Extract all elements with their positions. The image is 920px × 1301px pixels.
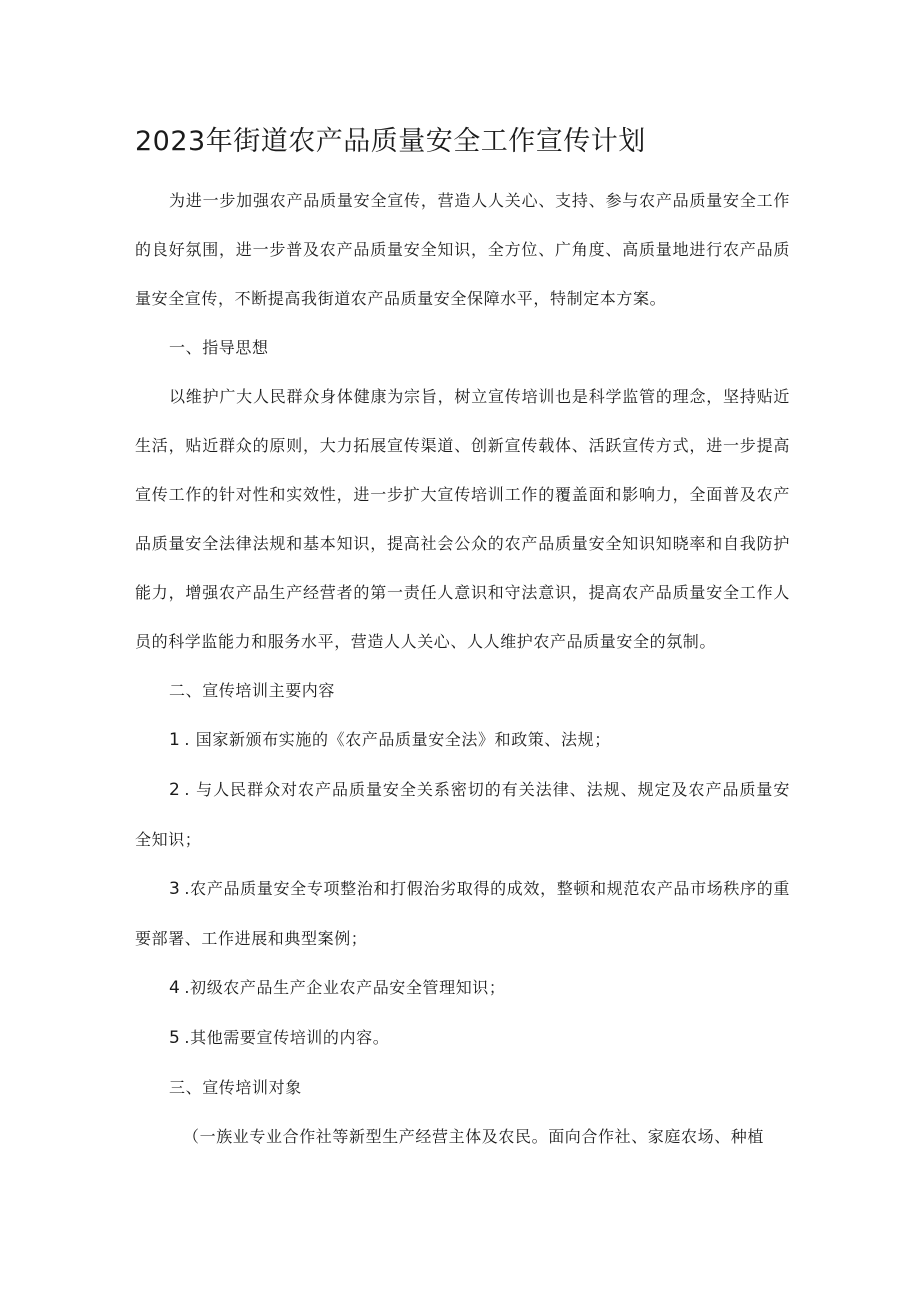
section-1-heading: 一、指导思想 <box>169 338 269 357</box>
list-item-number: 4 <box>169 978 181 998</box>
list-item-number: 3 <box>169 879 181 899</box>
list-item <box>135 715 790 765</box>
list-item-text: . 国家新颁布实施的《农产品质量安全法》和政策、法规； <box>184 730 611 749</box>
list-item <box>135 963 790 1013</box>
document-body <box>135 176 790 1161</box>
section-1-paragraph: 以维护广大人民群众身体健康为宗旨，树立宣传培训也是科学监管的理念，坚持贴近生活，贴近群众的原则，大力拓展宣传渠道、创新宣传载体、活跃宣传方式，进一步提高宣传工作的针对性和实效性，进一步扩大宣传培训工作的覆盖面和影响力，全面普及农产品质量安全法律法规和基本知识，提高社会公众的农产品质量安全知识知晓率和自我防护能力，增强农产品生产经营者的第一责任人意识和守法意识，提高农产品质量安全工作人员的科学监能力和服务水平，营造人人关心、人人维护农产品质量安全的氛制。 <box>135 387 790 651</box>
section-2-heading: 二、宣传培训主要内容 <box>169 681 336 700</box>
intro-paragraph: 为进一步加强农产品质量安全宣传，营造人人关心、支持、参与农产品质量安全工作的良好氛围，进一步普及农产品质量安全知识，全方位、广角度、高质量地进行农产品质量安全宣传，不断提高我街道农产品质量安全保障水平，特制定本方案。 <box>135 191 790 308</box>
section-3-heading: 三、宣传培训对象 <box>169 1078 302 1097</box>
list-item-text: .初级农产品生产企业农产品安全管理知识； <box>184 978 506 997</box>
list-item-text: .其他需要宣传培训的内容。 <box>184 1028 390 1047</box>
list-item-number: 2 <box>169 780 181 800</box>
list-item <box>135 765 790 864</box>
list-item-number: 5 <box>169 1028 181 1048</box>
document-title: 2023年街道农产品质量安全工作宣传计划 <box>135 126 646 157</box>
list-item-text: . 与人民群众对农产品质量安全关系密切的有关法律、法规、规定及农产品质量安全知识； <box>135 780 790 849</box>
list-item-number: 1 <box>169 730 181 750</box>
list-item-text: .农产品质量安全专项整治和打假治劣取得的成效，整顿和规范农产品市场秩序的重要部署、工作进展和典型案例； <box>135 879 790 948</box>
list-item <box>135 864 790 963</box>
section-3-first-line: （一族业专业合作社等新型生产经营主体及农民。面向合作社、家庭农场、种植 <box>183 1127 765 1146</box>
list-item <box>135 1013 790 1063</box>
